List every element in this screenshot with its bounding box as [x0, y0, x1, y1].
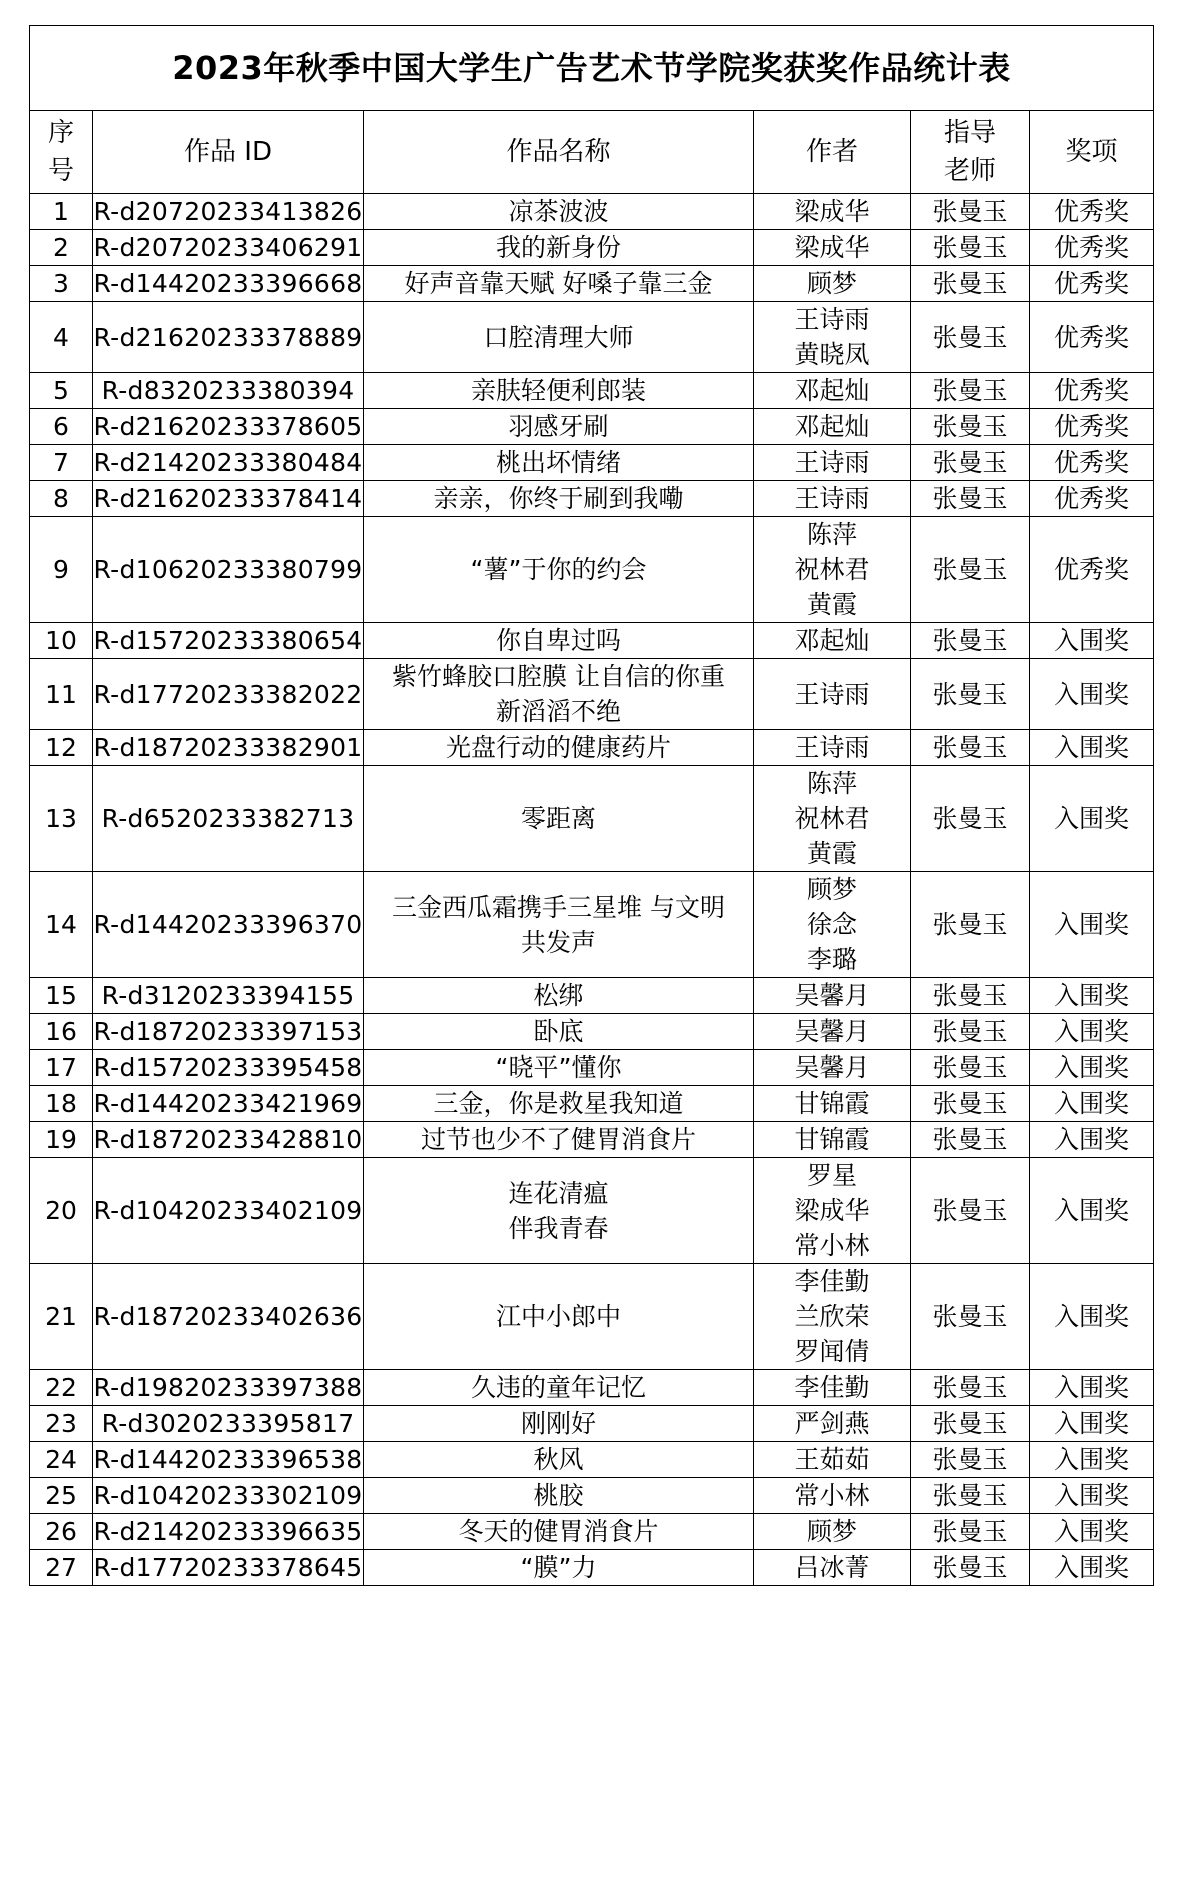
work-id: R-d3020233395817 — [93, 1406, 364, 1442]
author-cell — [754, 481, 911, 517]
header-row — [30, 111, 1154, 194]
header-teacher-line1: 指导 — [943, 118, 996, 148]
teacher-name: 张曼玉 — [911, 517, 1030, 623]
author-name: 邓起灿 — [794, 412, 870, 441]
work-name-line: 三金西瓜霜携手三星堆 与文明 — [392, 892, 725, 922]
author-cell — [754, 1014, 911, 1050]
author-cell — [754, 445, 911, 481]
teacher-name: 张曼玉 — [911, 194, 1030, 230]
work-id: R-d17720233378645 — [93, 1550, 364, 1586]
work-name — [364, 230, 754, 266]
work-name — [364, 481, 754, 517]
table-row — [30, 445, 1154, 481]
row-number: 7 — [30, 445, 93, 481]
table-row — [30, 409, 1154, 445]
work-id: R-d21420233396635 — [93, 1514, 364, 1550]
author-name: 常小林 — [794, 1231, 870, 1260]
author-cell — [754, 978, 911, 1014]
work-name — [364, 1478, 754, 1514]
table-row — [30, 978, 1154, 1014]
teacher-name: 张曼玉 — [911, 1514, 1030, 1550]
table-row — [30, 1158, 1154, 1264]
teacher-name: 张曼玉 — [911, 1014, 1030, 1050]
author-name: 黄晓凤 — [794, 340, 870, 369]
author-cell — [754, 1264, 911, 1370]
row-number: 25 — [30, 1478, 93, 1514]
work-name-line: 好声音靠天赋 好嗓子靠三金 — [404, 269, 713, 298]
teacher-name: 张曼玉 — [911, 659, 1030, 730]
award-type: 优秀奖 — [1030, 302, 1154, 373]
row-number: 4 — [30, 302, 93, 373]
teacher-name: 张曼玉 — [911, 1370, 1030, 1406]
teacher-name: 张曼玉 — [911, 409, 1030, 445]
teacher-name: 张曼玉 — [911, 1050, 1030, 1086]
author-name: 甘锦霞 — [794, 1089, 870, 1118]
teacher-name: 张曼玉 — [911, 302, 1030, 373]
work-id: R-d21420233380484 — [93, 445, 364, 481]
award-type: 优秀奖 — [1030, 230, 1154, 266]
author-name: 吴馨月 — [794, 1053, 870, 1082]
table-row — [30, 266, 1154, 302]
row-number: 26 — [30, 1514, 93, 1550]
author-name: 严剑燕 — [794, 1409, 870, 1438]
author-cell — [754, 230, 911, 266]
row-number: 8 — [30, 481, 93, 517]
work-id: R-d3120233394155 — [93, 978, 364, 1014]
author-cell — [754, 266, 911, 302]
teacher-name: 张曼玉 — [911, 766, 1030, 872]
work-id: R-d15720233395458 — [93, 1050, 364, 1086]
work-name-line: 我的新身份 — [495, 233, 621, 262]
author-cell — [754, 766, 911, 872]
work-id: R-d10620233380799 — [93, 517, 364, 623]
row-number: 6 — [30, 409, 93, 445]
author-cell — [754, 517, 911, 623]
work-name — [364, 1050, 754, 1086]
teacher-name: 张曼玉 — [911, 230, 1030, 266]
table-row — [30, 1014, 1154, 1050]
work-id: R-d19820233397388 — [93, 1370, 364, 1406]
row-number: 22 — [30, 1370, 93, 1406]
table-row — [30, 1514, 1154, 1550]
author-name: 顾梦 — [806, 269, 857, 298]
award-type: 入围奖 — [1030, 978, 1154, 1014]
author-cell — [754, 1442, 911, 1478]
work-name — [364, 1158, 754, 1264]
table-row — [30, 373, 1154, 409]
author-cell — [754, 730, 911, 766]
work-name-line: 光盘行动的健康药片 — [445, 733, 671, 762]
author-name: 常小林 — [794, 1481, 870, 1510]
header-no — [30, 111, 93, 194]
header-teacher — [911, 111, 1030, 194]
teacher-name: 张曼玉 — [911, 623, 1030, 659]
teacher-name: 张曼玉 — [911, 1406, 1030, 1442]
work-name-line: “晓平”懂你 — [495, 1053, 622, 1082]
work-id: R-d21620233378414 — [93, 481, 364, 517]
work-name-line: 秋风 — [533, 1445, 584, 1474]
award-type: 入围奖 — [1030, 1478, 1154, 1514]
awards-sheet — [29, 25, 1153, 1586]
author-name: 陈萍 — [806, 769, 857, 798]
author-name: 祝林君 — [794, 804, 870, 833]
work-name-line: 零距离 — [520, 804, 596, 833]
teacher-name: 张曼玉 — [911, 872, 1030, 978]
author-name: 顾梦 — [806, 1517, 857, 1546]
row-number: 20 — [30, 1158, 93, 1264]
work-name — [364, 1370, 754, 1406]
table-row — [30, 1122, 1154, 1158]
author-name: 陈萍 — [806, 520, 857, 549]
teacher-name: 张曼玉 — [911, 978, 1030, 1014]
row-number: 1 — [30, 194, 93, 230]
author-name: 梁成华 — [794, 197, 870, 226]
work-name — [364, 266, 754, 302]
teacher-name: 张曼玉 — [911, 730, 1030, 766]
work-name-line: 卧底 — [533, 1017, 584, 1046]
work-name-line: 刚刚好 — [520, 1409, 596, 1438]
award-type: 优秀奖 — [1030, 517, 1154, 623]
work-name-line: 桃出坏情绪 — [495, 448, 621, 477]
work-id: R-d17720233382022 — [93, 659, 364, 730]
work-id: R-d20720233406291 — [93, 230, 364, 266]
work-name — [364, 1122, 754, 1158]
author-name: 兰欣荣 — [794, 1302, 870, 1331]
award-type: 入围奖 — [1030, 1442, 1154, 1478]
table-row — [30, 1442, 1154, 1478]
author-name: 罗闻倩 — [794, 1337, 870, 1366]
row-number: 17 — [30, 1050, 93, 1086]
work-name-line: 冬天的健胃消食片 — [458, 1517, 659, 1546]
work-name — [364, 445, 754, 481]
header-id: 作品 ID — [93, 111, 364, 194]
table-row — [30, 517, 1154, 623]
award-type: 入围奖 — [1030, 1550, 1154, 1586]
header-no-line2: 号 — [47, 156, 74, 186]
author-name: 王诗雨 — [794, 733, 870, 762]
teacher-name: 张曼玉 — [911, 1550, 1030, 1586]
teacher-name: 张曼玉 — [911, 1442, 1030, 1478]
row-number: 19 — [30, 1122, 93, 1158]
award-type: 入围奖 — [1030, 659, 1154, 730]
work-id: R-d10420233302109 — [93, 1478, 364, 1514]
work-id: R-d18720233402636 — [93, 1264, 364, 1370]
table-row — [30, 1406, 1154, 1442]
work-id: R-d8320233380394 — [93, 373, 364, 409]
author-name: 王诗雨 — [794, 305, 870, 334]
work-name-line: 三金，你是救星我知道 — [433, 1089, 684, 1118]
work-name — [364, 302, 754, 373]
row-number: 2 — [30, 230, 93, 266]
work-name — [364, 1406, 754, 1442]
row-number: 3 — [30, 266, 93, 302]
author-name: 吴馨月 — [794, 981, 870, 1010]
award-type: 入围奖 — [1030, 623, 1154, 659]
work-name — [364, 1014, 754, 1050]
author-cell — [754, 1158, 911, 1264]
teacher-name: 张曼玉 — [911, 445, 1030, 481]
author-name: 梁成华 — [794, 1196, 870, 1225]
table-row — [30, 194, 1154, 230]
row-number: 24 — [30, 1442, 93, 1478]
award-type: 入围奖 — [1030, 1050, 1154, 1086]
work-name-line: 伴我青春 — [508, 1213, 609, 1243]
award-type: 入围奖 — [1030, 1122, 1154, 1158]
work-name-line: “膜”力 — [520, 1553, 597, 1582]
table-row — [30, 872, 1154, 978]
author-name: 李璐 — [806, 945, 857, 974]
award-type: 入围奖 — [1030, 1264, 1154, 1370]
table-row — [30, 766, 1154, 872]
award-type: 入围奖 — [1030, 1370, 1154, 1406]
award-type: 入围奖 — [1030, 1514, 1154, 1550]
award-type: 优秀奖 — [1030, 409, 1154, 445]
work-name-line: 共发声 — [520, 927, 596, 957]
row-number: 14 — [30, 872, 93, 978]
row-number: 5 — [30, 373, 93, 409]
header-no-line1: 序 — [47, 118, 74, 148]
row-number: 13 — [30, 766, 93, 872]
author-cell — [754, 1478, 911, 1514]
work-name — [364, 1086, 754, 1122]
work-name — [364, 1550, 754, 1586]
author-cell — [754, 872, 911, 978]
award-type: 入围奖 — [1030, 1086, 1154, 1122]
table-row — [30, 1264, 1154, 1370]
work-name — [364, 194, 754, 230]
author-name: 黄霞 — [806, 839, 857, 868]
teacher-name: 张曼玉 — [911, 1158, 1030, 1264]
table-row — [30, 730, 1154, 766]
author-name: 罗星 — [806, 1161, 857, 1190]
author-name: 梁成华 — [794, 233, 870, 262]
author-cell — [754, 1086, 911, 1122]
author-name: 王诗雨 — [794, 448, 870, 477]
row-number: 11 — [30, 659, 93, 730]
table-row — [30, 230, 1154, 266]
work-name — [364, 730, 754, 766]
author-cell — [754, 623, 911, 659]
work-name — [364, 978, 754, 1014]
author-name: 顾梦 — [806, 875, 857, 904]
work-id: R-d14420233396538 — [93, 1442, 364, 1478]
work-name-line: 羽感牙刷 — [508, 412, 609, 441]
work-name — [364, 409, 754, 445]
award-type: 优秀奖 — [1030, 373, 1154, 409]
award-type: 入围奖 — [1030, 1406, 1154, 1442]
award-type: 优秀奖 — [1030, 266, 1154, 302]
award-type: 入围奖 — [1030, 730, 1154, 766]
author-name: 祝林君 — [794, 555, 870, 584]
award-type: 入围奖 — [1030, 872, 1154, 978]
work-id: R-d20720233413826 — [93, 194, 364, 230]
author-cell — [754, 659, 911, 730]
author-name: 邓起灿 — [794, 376, 870, 405]
awards-table — [29, 25, 1154, 1586]
work-id: R-d18720233397153 — [93, 1014, 364, 1050]
work-name-line: 过节也少不了健胃消食片 — [420, 1125, 696, 1154]
work-name-line: 久违的童年记忆 — [470, 1373, 646, 1402]
teacher-name: 张曼玉 — [911, 373, 1030, 409]
row-number: 15 — [30, 978, 93, 1014]
table-row — [30, 623, 1154, 659]
author-cell — [754, 194, 911, 230]
work-name — [364, 659, 754, 730]
work-name — [364, 766, 754, 872]
author-name: 徐念 — [806, 910, 857, 939]
work-name-line: “薯”于你的约会 — [470, 555, 647, 584]
work-id: R-d18720233382901 — [93, 730, 364, 766]
author-cell — [754, 1122, 911, 1158]
table-row — [30, 1050, 1154, 1086]
work-name — [364, 1264, 754, 1370]
award-type: 入围奖 — [1030, 1014, 1154, 1050]
table-title: 2023年秋季中国大学生广告艺术节学院奖获奖作品统计表 — [30, 26, 1154, 111]
award-type: 优秀奖 — [1030, 481, 1154, 517]
author-name: 李佳勤 — [794, 1373, 870, 1402]
table-row — [30, 302, 1154, 373]
author-name: 王诗雨 — [794, 484, 870, 513]
author-name: 王茹茹 — [794, 1445, 870, 1474]
award-type: 入围奖 — [1030, 766, 1154, 872]
work-id: R-d10420233402109 — [93, 1158, 364, 1264]
table-body — [30, 194, 1154, 1586]
row-number: 23 — [30, 1406, 93, 1442]
work-id: R-d21620233378605 — [93, 409, 364, 445]
table-row — [30, 1370, 1154, 1406]
author-name: 吴馨月 — [794, 1017, 870, 1046]
work-name — [364, 373, 754, 409]
row-number: 16 — [30, 1014, 93, 1050]
row-number: 27 — [30, 1550, 93, 1586]
header-teacher-line2: 老师 — [943, 156, 996, 186]
work-name — [364, 623, 754, 659]
work-name — [364, 1514, 754, 1550]
work-id: R-d14420233421969 — [93, 1086, 364, 1122]
work-name-line: 口腔清理大师 — [483, 322, 634, 352]
teacher-name: 张曼玉 — [911, 481, 1030, 517]
author-cell — [754, 409, 911, 445]
author-cell — [754, 373, 911, 409]
table-row — [30, 1550, 1154, 1586]
row-number: 10 — [30, 623, 93, 659]
author-cell — [754, 1550, 911, 1586]
row-number: 12 — [30, 730, 93, 766]
work-name-line: 桃胶 — [533, 1481, 584, 1510]
work-name-line: 连花清瘟 — [508, 1178, 609, 1208]
work-id: R-d14420233396668 — [93, 266, 364, 302]
award-type: 优秀奖 — [1030, 194, 1154, 230]
work-name — [364, 872, 754, 978]
table-row — [30, 1086, 1154, 1122]
work-name-line: 新滔滔不绝 — [495, 697, 621, 726]
award-type: 优秀奖 — [1030, 445, 1154, 481]
author-cell — [754, 1406, 911, 1442]
award-type: 入围奖 — [1030, 1158, 1154, 1264]
author-name: 黄霞 — [806, 590, 857, 619]
teacher-name: 张曼玉 — [911, 1122, 1030, 1158]
teacher-name: 张曼玉 — [911, 1478, 1030, 1514]
author-cell — [754, 1514, 911, 1550]
work-id: R-d21620233378889 — [93, 302, 364, 373]
author-cell — [754, 302, 911, 373]
teacher-name: 张曼玉 — [911, 1264, 1030, 1370]
author-name: 王诗雨 — [794, 679, 870, 709]
work-name — [364, 517, 754, 623]
work-name — [364, 1442, 754, 1478]
author-name: 李佳勤 — [794, 1267, 870, 1296]
author-name: 邓起灿 — [794, 626, 870, 655]
teacher-name: 张曼玉 — [911, 1086, 1030, 1122]
author-cell — [754, 1050, 911, 1086]
teacher-name: 张曼玉 — [911, 266, 1030, 302]
work-id: R-d14420233396370 — [93, 872, 364, 978]
header-author: 作者 — [754, 111, 911, 194]
work-name-line: 凉茶波波 — [508, 197, 609, 226]
author-name: 甘锦霞 — [794, 1125, 870, 1154]
work-name-line: 你自卑过吗 — [495, 626, 621, 655]
header-name: 作品名称 — [364, 111, 754, 194]
table-row — [30, 659, 1154, 730]
work-id: R-d18720233428810 — [93, 1122, 364, 1158]
work-id: R-d15720233380654 — [93, 623, 364, 659]
row-number: 9 — [30, 517, 93, 623]
work-name-line: 紫竹蜂胶口腔膜 让自信的你重 — [392, 662, 725, 691]
table-row — [30, 1478, 1154, 1514]
work-name-line: 亲亲，你终于刷到我嘞 — [433, 484, 684, 513]
row-number: 21 — [30, 1264, 93, 1370]
author-name: 吕冰菁 — [794, 1553, 870, 1582]
author-cell — [754, 1370, 911, 1406]
header-award: 奖项 — [1030, 111, 1154, 194]
work-name-line: 松绑 — [533, 981, 584, 1010]
work-id: R-d6520233382713 — [93, 766, 364, 872]
table-row — [30, 481, 1154, 517]
work-name-line: 江中小郎中 — [495, 1302, 621, 1331]
work-name-line: 亲肤轻便利郎装 — [470, 376, 646, 405]
row-number: 18 — [30, 1086, 93, 1122]
